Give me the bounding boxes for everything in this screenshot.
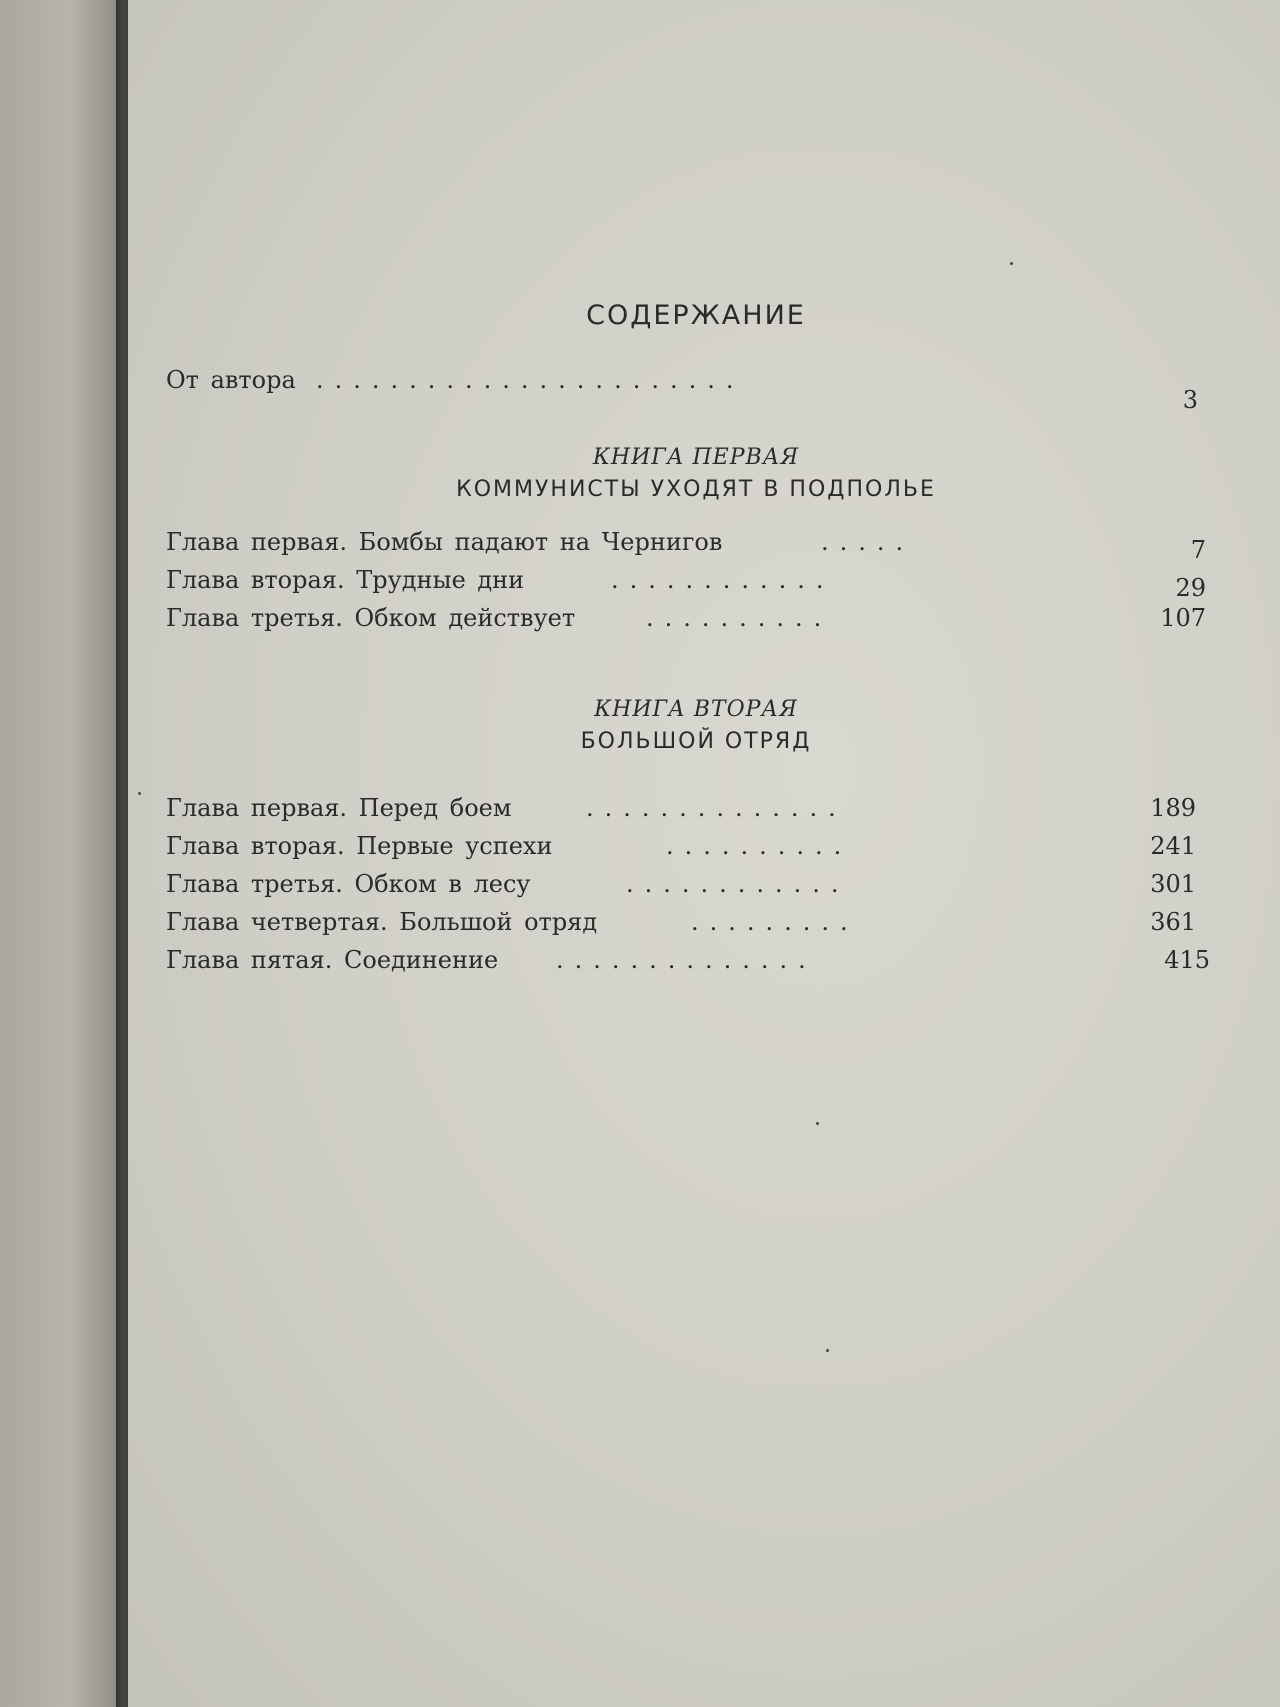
book-two-section [166, 695, 1226, 979]
paper-speck [816, 1122, 819, 1125]
entry-label: Глава вторая. Трудные дни [166, 566, 525, 594]
leader-dots: ............ [626, 870, 850, 898]
book-label: КНИГА ПЕРВАЯ [592, 445, 800, 470]
toc-entry-chapter [166, 827, 1226, 865]
entry-page-number: 3 [1182, 386, 1198, 414]
toc-entry-chapter [166, 903, 1226, 941]
leader-dots: ......... [691, 908, 859, 936]
paper-speck [826, 1349, 829, 1352]
entry-label: Глава вторая. Первые успехи [166, 832, 553, 860]
entry-label: Глава третья. Обком в лесу [166, 870, 531, 898]
leader-dots: .......... [646, 604, 833, 632]
book-label: КНИГА ВТОРАЯ [594, 697, 798, 722]
entry-label: Глава четвертая. Большой отряд [166, 908, 598, 936]
entry-page-number: 107 [1160, 604, 1206, 632]
leader-dots: .............. [586, 794, 847, 822]
entry-label: Глава третья. Обком действует [166, 604, 576, 632]
toc-entry-chapter [166, 865, 1226, 903]
left-page-edge [0, 0, 128, 1707]
leader-dots: .......... [666, 832, 853, 860]
entry-page-number: 301 [1150, 870, 1196, 898]
leader-dots: ....................... [316, 366, 745, 394]
paper-speck [1010, 262, 1013, 265]
book-title: БОЛЬШОЙ ОТРЯД [580, 729, 812, 754]
entry-page-number: 7 [1190, 536, 1206, 564]
toc-entry-chapter [166, 789, 1226, 827]
toc-entry-chapter [166, 599, 1226, 637]
entry-label: Глава пятая. Соединение [166, 946, 499, 974]
entry-page-number: 29 [1175, 574, 1206, 602]
entry-label: Глава первая. Бомбы падают на Чернигов [166, 528, 723, 556]
entry-label: Глава первая. Перед боем [166, 794, 512, 822]
toc-title: СОДЕРЖАНИЕ [586, 300, 806, 331]
entry-label: От автора [166, 366, 296, 394]
leader-dots: ..... [821, 528, 915, 556]
book-one-section [166, 443, 1226, 637]
toc-entry-chapter [166, 523, 1226, 564]
entry-page-number: 415 [1164, 946, 1210, 974]
leader-dots: ............ [611, 566, 835, 594]
leader-dots: .............. [556, 946, 817, 974]
entry-page-number: 189 [1150, 794, 1196, 822]
toc-entry-chapter [166, 941, 1226, 979]
book-page [128, 0, 1280, 1707]
book-title: КОММУНИСТЫ УХОДЯТ В ПОДПОЛЬЕ [456, 477, 936, 502]
entry-page-number: 361 [1150, 908, 1196, 936]
toc-entry-preface [166, 361, 1226, 414]
entry-page-number: 241 [1150, 832, 1196, 860]
table-of-contents [166, 300, 1226, 979]
paper-speck [138, 792, 141, 795]
toc-entry-chapter [166, 561, 1226, 602]
